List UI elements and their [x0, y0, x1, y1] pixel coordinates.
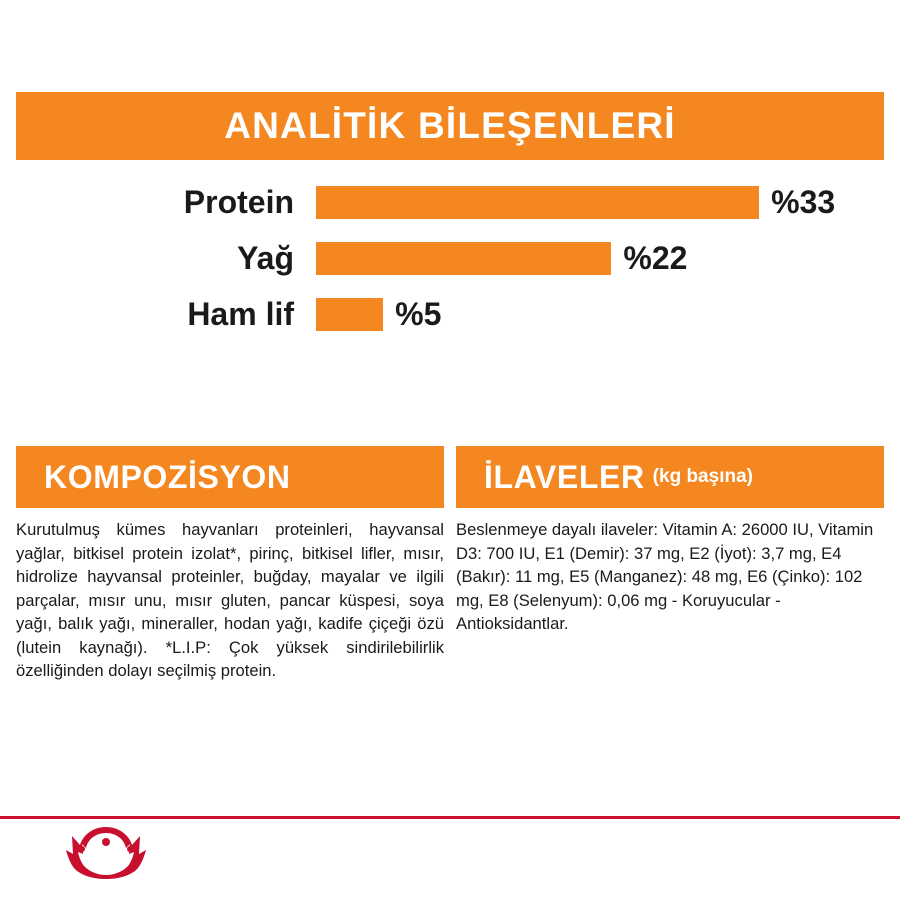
bar-row	[16, 288, 884, 340]
analytical-header	[16, 92, 884, 160]
bar-row	[16, 232, 884, 284]
bar-value-fat: %22	[623, 239, 688, 276]
bar-track	[316, 240, 884, 277]
composition-header	[16, 446, 444, 508]
bar-track	[316, 184, 884, 221]
analytical-title: ANALİTİK BİLEŞENLERİ	[224, 105, 676, 146]
bar-value-crude-fibre: %5	[395, 295, 442, 332]
bar-fill-crude-fibre	[316, 298, 383, 331]
additives-header	[456, 446, 884, 508]
bar-label-protein: Protein	[183, 184, 294, 220]
composition-panel	[16, 446, 444, 683]
bar-fill-fat	[316, 242, 611, 275]
analytical-bar-chart	[16, 176, 884, 344]
additives-panel	[456, 446, 884, 636]
bar-track	[316, 296, 884, 333]
bar-label-crude-fibre: Ham lif	[187, 296, 294, 332]
royal-canin-crown-logo	[60, 824, 152, 882]
bar-value-protein: %33	[771, 183, 836, 220]
bar-row	[16, 176, 884, 228]
bar-label-fat: Yağ	[237, 240, 294, 276]
additives-subtitle: (kg başına)	[652, 466, 753, 487]
additives-title: İLAVELER	[484, 458, 645, 495]
composition-text: Kurutulmuş kümes hayvanları proteinleri, hayvansal yağlar, bitkisel protein izolat*, pirinç, bitkisel lifler, mısır, hidrolize hayvansal proteinler, buğday, mayalar ve ilgili parçalar, mısır unu, mısır gluten, pancar küspesi, soya yağı, balık yağı, mineraller, hodan yağı, kadife çiçeği özü (lutein kaynağı). *L.I.P: Çok yüksek sindirilebilirlik özelliğinden dolayı seçilmiş protein.	[16, 520, 444, 681]
composition-title: KOMPOZİSYON	[44, 458, 291, 495]
bar-fill-protein	[316, 186, 759, 219]
additives-text: Beslenmeye dayalı ilaveler: Vitamin A: 26000 IU, Vitamin D3: 700 IU, E1 (Demir): 37 mg, E2 (İyot): 3,7 mg, E4 (Bakır): 11 mg, E5 (Manganez): 48 mg, E6 (Çinko): 102 mg, E8 (Selenyum): 0,06 mg - Koruyucular - Antioksidantlar.	[456, 520, 874, 634]
